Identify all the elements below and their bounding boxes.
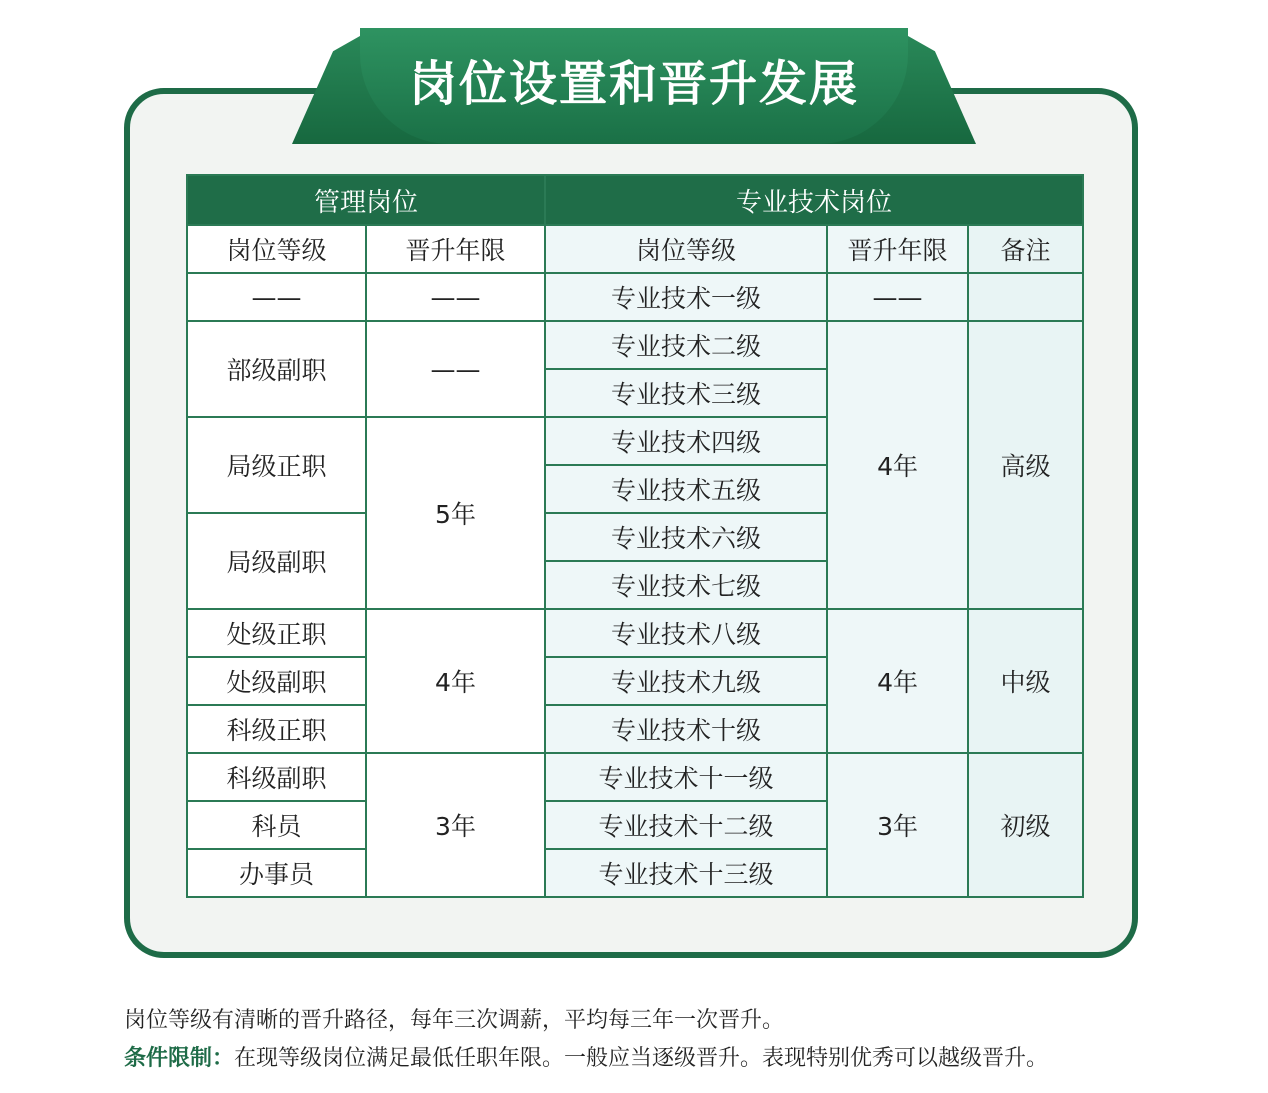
- page-title: 岗位设置和晋升发展: [408, 56, 859, 112]
- mgmt-level-cell: 办事员: [187, 849, 366, 897]
- note-cell: 中级: [968, 609, 1083, 753]
- tech-level-cell: 专业技术九级: [545, 657, 827, 705]
- tech-years-cell: 4年: [827, 609, 968, 753]
- tech-years-cell: 4年: [827, 321, 968, 609]
- mgmt-years-cell: ——: [366, 273, 545, 321]
- mgmt-level-cell: 局级正职: [187, 417, 366, 513]
- note-cell: 高级: [968, 321, 1083, 609]
- tech-level-cell: 专业技术十一级: [545, 753, 827, 801]
- mgmt-level-cell: 处级正职: [187, 609, 366, 657]
- footer-line-2: [124, 1040, 1224, 1078]
- tech-years-cell: ——: [827, 273, 968, 321]
- tech-years-cell: 3年: [827, 753, 968, 897]
- mgmt-level-cell: 科级副职: [187, 753, 366, 801]
- mgmt-years-cell: 5年: [366, 417, 545, 609]
- tech-level-cell: 专业技术四级: [545, 417, 827, 465]
- conditions-text: 在现等级岗位满足最低任职年限。一般应当逐级晋升。表现特别优秀可以越级晋升。: [234, 1046, 1049, 1071]
- col-mgmt-level: 岗位等级: [187, 225, 366, 273]
- note-cell: 初级: [968, 753, 1083, 897]
- group-header-row: [187, 175, 1083, 225]
- mgmt-level-cell: 科级正职: [187, 705, 366, 753]
- mgmt-years-cell: 4年: [366, 609, 545, 753]
- table-row: [187, 321, 1083, 369]
- note-cell: [968, 273, 1083, 321]
- tech-level-cell: 专业技术十级: [545, 705, 827, 753]
- tech-level-cell: 专业技术八级: [545, 609, 827, 657]
- col-note: 备注: [968, 225, 1083, 273]
- promotion-table: [186, 174, 1084, 898]
- mgmt-level-cell: 处级副职: [187, 657, 366, 705]
- tech-level-cell: 专业技术三级: [545, 369, 827, 417]
- column-header-row: [187, 225, 1083, 273]
- mgmt-years-cell: ——: [366, 321, 545, 417]
- footer-notes: [124, 1002, 1224, 1078]
- tech-level-cell: 专业技术六级: [545, 513, 827, 561]
- mgmt-level-cell: ——: [187, 273, 366, 321]
- tech-level-cell: 专业技术五级: [545, 465, 827, 513]
- col-tech-years: 晋升年限: [827, 225, 968, 273]
- tech-level-cell: 专业技术二级: [545, 321, 827, 369]
- col-tech-level: 岗位等级: [545, 225, 827, 273]
- footer-line-1: 岗位等级有清晰的晋升路径，每年三次调薪，平均每三年一次晋升。: [124, 1008, 785, 1033]
- tech-level-cell: 专业技术十二级: [545, 801, 827, 849]
- header-management: 管理岗位: [187, 175, 545, 225]
- tech-level-cell: 专业技术十三级: [545, 849, 827, 897]
- col-mgmt-years: 晋升年限: [366, 225, 545, 273]
- mgmt-level-cell: 部级副职: [187, 321, 366, 417]
- table-row: [187, 609, 1083, 657]
- tech-level-cell: 专业技术一级: [545, 273, 827, 321]
- table-row: [187, 753, 1083, 801]
- mgmt-years-cell: 3年: [366, 753, 545, 897]
- mgmt-level-cell: 科员: [187, 801, 366, 849]
- conditions-label: 条件限制：: [124, 1046, 235, 1071]
- header-professional: 专业技术岗位: [545, 175, 1083, 225]
- table-row: [187, 273, 1083, 321]
- mgmt-level-cell: 局级副职: [187, 513, 366, 609]
- tech-level-cell: 专业技术七级: [545, 561, 827, 609]
